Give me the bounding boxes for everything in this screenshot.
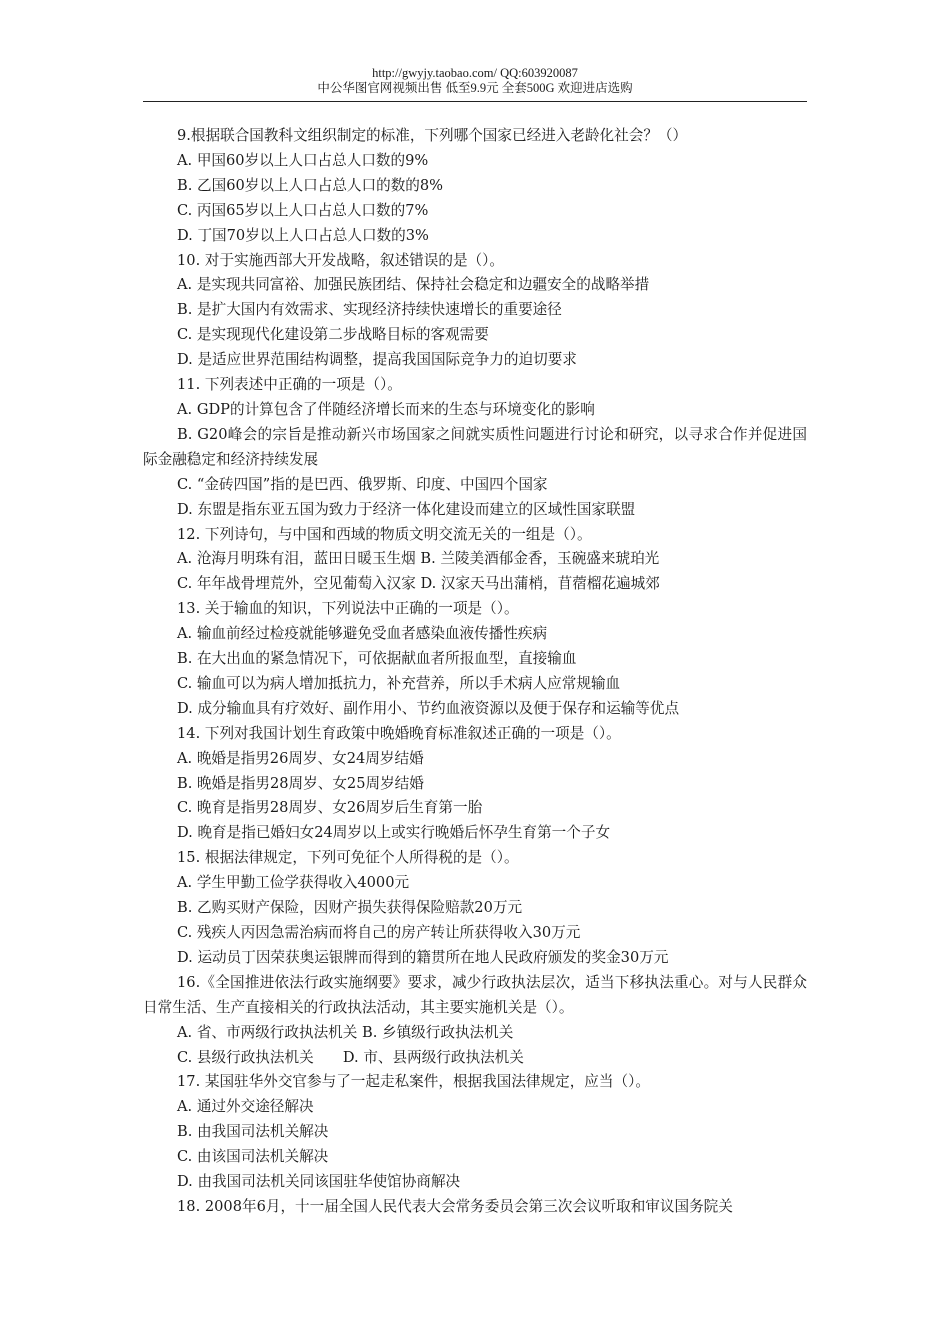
q9-option-d: D. 丁国70岁以上人口占总人口数的3% — [177, 226, 429, 244]
q15-option-b: B. 乙购买财产保险，因财产损失获得保险赔款20万元 — [177, 899, 523, 917]
header-ad-line: 中公华图官网视频出售 低至9.9元 全套500G 欢迎进店选购 — [317, 81, 633, 95]
q16-options-cd: C. 县级行政执法机关 D. 市、县两级行政执法机关 — [177, 1048, 524, 1066]
q13-option-c: C. 输血可以为病人增加抵抗力，补充营养，所以手术病人应常规输血 — [177, 674, 621, 692]
q9-option-b: B. 乙国60岁以上人口占总人口的数的8% — [177, 176, 444, 194]
q13-option-b: B. 在大出血的紧急情况下，可依据献血者所报血型，直接输血 — [177, 650, 577, 668]
q11-option-a: A. GDP的计算包含了伴随经济增长而来的生态与环境变化的影响 — [177, 400, 595, 418]
q11-option-b: B. G20峰会的宗旨是推动新兴市场国家之间就实质性问题进行讨论和研究，以寻求合作并促进国际金融稳定和经济持续发展 — [143, 425, 807, 468]
q17-option-d: D. 由我国司法机关同该国驻华使馆协商解决 — [177, 1173, 461, 1191]
q11-option-d: D. 东盟是指东亚五国为致力于经济一体化建设而建立的区域性国家联盟 — [177, 500, 636, 518]
q13-option-d: D. 成分输血具有疗效好、副作用小、节约血液资源以及便于保存和运输等优点 — [177, 699, 680, 717]
q17-stem: 17. 某国驻华外交官参与了一起走私案件，根据我国法律规定，应当（）。 — [177, 1073, 650, 1091]
q16-options-ab: A. 省、市两级行政执法机关 B. 乡镇级行政执法机关 — [177, 1023, 514, 1041]
q12-stem: 12. 下列诗句，与中国和西域的物质文明交流无关的一组是（）。 — [177, 525, 592, 543]
page-header — [143, 66, 807, 96]
q11-option-c: C. “金砖四国”指的是巴西、俄罗斯、印度、中国四个国家 — [177, 475, 548, 493]
q15-option-c: C. 残疾人丙因急需治病而将自己的房产转让所获得收入30万元 — [177, 924, 581, 941]
q14-stem: 14. 下列对我国计划生育政策中晚婚晚育标准叙述正确的一项是（）。 — [177, 724, 621, 742]
q13-option-a: A. 输血前经过检疫就能够避免受血者感染血液传播性疾病 — [177, 625, 548, 643]
q10-option-b: B. 是扩大国内有效需求、实现经济持续快速增长的重要途径 — [177, 301, 562, 319]
q10-option-a: A. 是实现共同富裕、加强民族团结、保持社会稳定和边疆安全的战略举措 — [177, 276, 650, 294]
q15-stem: 15. 根据法律规定，下列可免征个人所得税的是（）。 — [177, 849, 519, 867]
q15-option-d: D. 运动员丁因荣获奥运银牌而得到的籍贯所在地人民政府颁发的奖金30万元 — [177, 948, 669, 966]
q14-option-a: A. 晚婚是指男26周岁、女24周岁结婚 — [177, 749, 424, 767]
q17-option-a: A. 通过外交途径解决 — [177, 1098, 314, 1116]
q9-option-a: A. 甲国60岁以上人口占总人口数的9% — [177, 151, 429, 169]
q12-options-ab: A. 沧海月明珠有泪，蓝田日暖玉生烟 B. 兰陵美酒郁金香，玉碗盛来琥珀光 — [177, 550, 660, 568]
q9-stem: 9.根据联合国教科文组织制定的标准，下列哪个国家已经进入老龄化社会？（） — [177, 127, 688, 144]
q11-stem: 11. 下列表述中正确的一项是（）。 — [177, 376, 402, 394]
q18-stem: 18. 2008年6月，十一届全国人民代表大会常务委员会第三次会议听取和审议国务院关 — [177, 1197, 733, 1215]
q10-option-c: C. 是实现现代化建设第二步战略目标的客观需要 — [177, 326, 489, 344]
q14-option-c: C. 晚育是指男28周岁、女26周岁后生育第一胎 — [177, 799, 483, 817]
q17-option-c: C. 由该国司法机关解决 — [177, 1148, 329, 1166]
q9-option-c: C. 丙国65岁以上人口占总人口数的7% — [177, 201, 429, 219]
q10-stem: 10. 对于实施西部大开发战略，叙述错误的是（）。 — [177, 251, 505, 269]
q15-option-a: A. 学生甲勤工俭学获得收入4000元 — [177, 874, 410, 892]
q10-option-d: D. 是适应世界范围结构调整，提高我国国际竞争力的迫切要求 — [177, 351, 577, 369]
q16-stem: 16.《全国推进依法行政实施纲要》要求，减少行政执法层次，适当下移执法重心。对与人民群众日常生活、生产直接相关的行政执法活动，其主要实施机关是（）。 — [143, 973, 807, 1016]
q17-option-b: B. 由我国司法机关解决 — [177, 1123, 329, 1141]
header-divider — [143, 101, 807, 102]
q13-stem: 13. 关于输血的知识，下列说法中正确的一项是（）。 — [177, 600, 519, 618]
document-body — [143, 124, 807, 1220]
q14-option-d: D. 晚育是指已婚妇女24周岁以上或实行晚婚后怀孕生育第一个子女 — [177, 824, 611, 842]
header-url-line: http://gwyjy.taobao.com/ QQ:603920087 — [372, 66, 578, 80]
q14-option-b: B. 晚婚是指男28周岁、女25周岁结婚 — [177, 774, 424, 792]
q12-options-cd: C. 年年战骨埋荒外，空见葡萄入汉家 D. 汉家天马出蒲梢，苜蓿榴花遍城郊 — [177, 575, 660, 593]
